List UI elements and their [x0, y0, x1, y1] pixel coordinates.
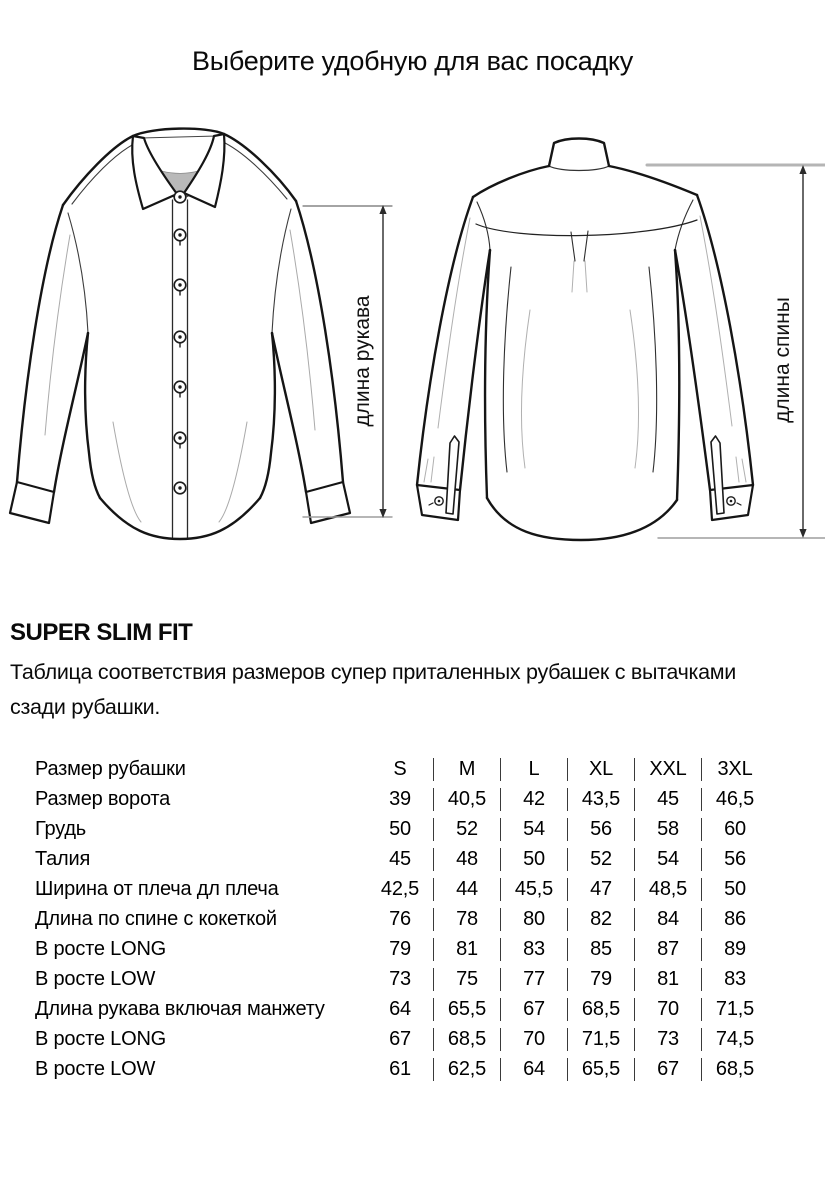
shirt-measurement-illustration — [0, 120, 825, 580]
back-shirt-cuff-details — [429, 436, 741, 514]
table-row — [30, 938, 768, 961]
size-value-cell: 46,5 — [701, 788, 768, 811]
back-shirt-collar-base — [549, 166, 609, 171]
size-value-cell: 64 — [500, 1058, 567, 1081]
size-value-cell: 50 — [500, 848, 567, 871]
size-value-cell: 77 — [500, 968, 567, 991]
back-length-measurement — [647, 165, 825, 538]
fit-heading: SUPER SLIM FIT — [10, 619, 193, 646]
back-length-label: длина спины — [771, 297, 794, 423]
size-value-cell: 60 — [701, 818, 768, 841]
size-value-cell: 73 — [389, 968, 411, 990]
row-label: В росте LONG — [35, 1028, 167, 1050]
size-value-cell: 39 — [389, 788, 411, 810]
size-value-cell: 43,5 — [567, 788, 634, 811]
page-title: Выберите удобную для вас посадку — [192, 46, 633, 76]
size-value-cell: 61 — [389, 1058, 411, 1080]
row-label: В росте LOW — [35, 1058, 156, 1080]
size-value-cell: 48,5 — [634, 878, 701, 901]
size-value-cell: 52 — [567, 848, 634, 871]
row-label: Талия — [35, 848, 91, 870]
size-value-cell: M — [433, 758, 500, 781]
size-value-cell: 40,5 — [433, 788, 500, 811]
row-label: В росте LOW — [35, 968, 156, 990]
size-table-body — [30, 758, 768, 1081]
size-value-cell: 47 — [567, 878, 634, 901]
size-value-cell: 50 — [389, 818, 411, 840]
table-row — [30, 968, 768, 991]
size-value-cell: 67 — [389, 1028, 411, 1050]
size-value-cell: 48 — [433, 848, 500, 871]
row-label: Длина рукава включая манжету — [35, 998, 325, 1020]
size-value-cell: 84 — [634, 908, 701, 931]
size-value-cell: 45,5 — [500, 878, 567, 901]
size-value-cell: 83 — [701, 968, 768, 991]
size-value-cell: 50 — [701, 878, 768, 901]
size-value-cell: 56 — [701, 848, 768, 871]
size-value-cell: XL — [567, 758, 634, 781]
size-value-cell: 80 — [500, 908, 567, 931]
row-label: Длина по спине с кокеткой — [35, 908, 277, 930]
row-label: Ширина от плеча дл плеча — [35, 878, 279, 900]
size-value-cell: 79 — [567, 968, 634, 991]
size-value-cell: 42,5 — [380, 878, 420, 900]
size-value-cell: 70 — [500, 1028, 567, 1051]
size-value-cell: 64 — [389, 998, 411, 1020]
size-value-cell: 87 — [634, 938, 701, 961]
front-sleeve-measurement — [303, 205, 392, 518]
fit-description-line: Таблица соответствия размеров супер приталенных рубашек с вытачками — [10, 660, 736, 684]
size-table — [30, 751, 768, 1088]
table-row — [30, 878, 768, 901]
size-value-cell: 67 — [500, 998, 567, 1021]
size-value-cell: 85 — [567, 938, 634, 961]
table-row — [30, 758, 768, 781]
size-value-cell: 79 — [389, 938, 411, 960]
row-label: Размер ворота — [35, 788, 171, 810]
size-value-cell: 82 — [567, 908, 634, 931]
size-value-cell: 45 — [389, 848, 411, 870]
size-value-cell: 65,5 — [433, 998, 500, 1021]
size-value-cell: 70 — [634, 998, 701, 1021]
size-value-cell: 42 — [500, 788, 567, 811]
table-row — [30, 1058, 768, 1081]
sleeve-length-label: длина рукава — [351, 295, 374, 427]
size-value-cell: 86 — [701, 908, 768, 931]
size-value-cell: 45 — [634, 788, 701, 811]
size-value-cell: 44 — [433, 878, 500, 901]
size-value-cell: 54 — [500, 818, 567, 841]
row-label: Размер рубашки — [35, 758, 186, 780]
size-value-cell: 65,5 — [567, 1058, 634, 1081]
size-value-cell: L — [500, 758, 567, 781]
size-value-cell: 68,5 — [567, 998, 634, 1021]
size-value-cell: 81 — [634, 968, 701, 991]
size-value-cell: 74,5 — [701, 1028, 768, 1051]
size-value-cell: S — [393, 758, 407, 780]
back-shirt-illustration — [417, 139, 825, 541]
size-value-cell: 52 — [433, 818, 500, 841]
size-value-cell: 67 — [634, 1058, 701, 1081]
front-shirt-buttons — [174, 191, 186, 494]
size-value-cell: 58 — [634, 818, 701, 841]
back-shirt-outline — [417, 139, 753, 541]
row-label: Грудь — [35, 818, 87, 840]
size-value-cell: 81 — [433, 938, 500, 961]
size-value-cell: XXL — [634, 758, 701, 781]
size-value-cell: 62,5 — [433, 1058, 500, 1081]
size-value-cell: 71,5 — [567, 1028, 634, 1051]
size-value-cell: 89 — [701, 938, 768, 961]
size-value-cell: 54 — [634, 848, 701, 871]
size-value-cell: 68,5 — [433, 1028, 500, 1051]
size-value-cell: 3XL — [701, 758, 768, 781]
size-value-cell: 71,5 — [701, 998, 768, 1021]
size-value-cell: 56 — [567, 818, 634, 841]
front-shirt-illustration — [10, 129, 392, 539]
table-row — [30, 998, 768, 1021]
table-row — [30, 1028, 768, 1051]
size-value-cell: 68,5 — [701, 1058, 768, 1081]
row-label: В росте LONG — [35, 938, 167, 960]
size-value-cell: 76 — [389, 908, 411, 930]
table-row — [30, 908, 768, 931]
size-value-cell: 75 — [433, 968, 500, 991]
fit-description — [10, 655, 810, 725]
size-value-cell: 73 — [634, 1028, 701, 1051]
size-value-cell: 83 — [500, 938, 567, 961]
front-shirt-fold-lines — [20, 230, 340, 522]
back-shirt-yoke-seam — [476, 220, 697, 236]
size-value-cell: 78 — [433, 908, 500, 931]
table-row — [30, 818, 768, 841]
table-row — [30, 788, 768, 811]
fit-description-line: сзади рубашки. — [10, 695, 161, 719]
table-row — [30, 848, 768, 871]
back-shirt-darts — [477, 200, 693, 472]
